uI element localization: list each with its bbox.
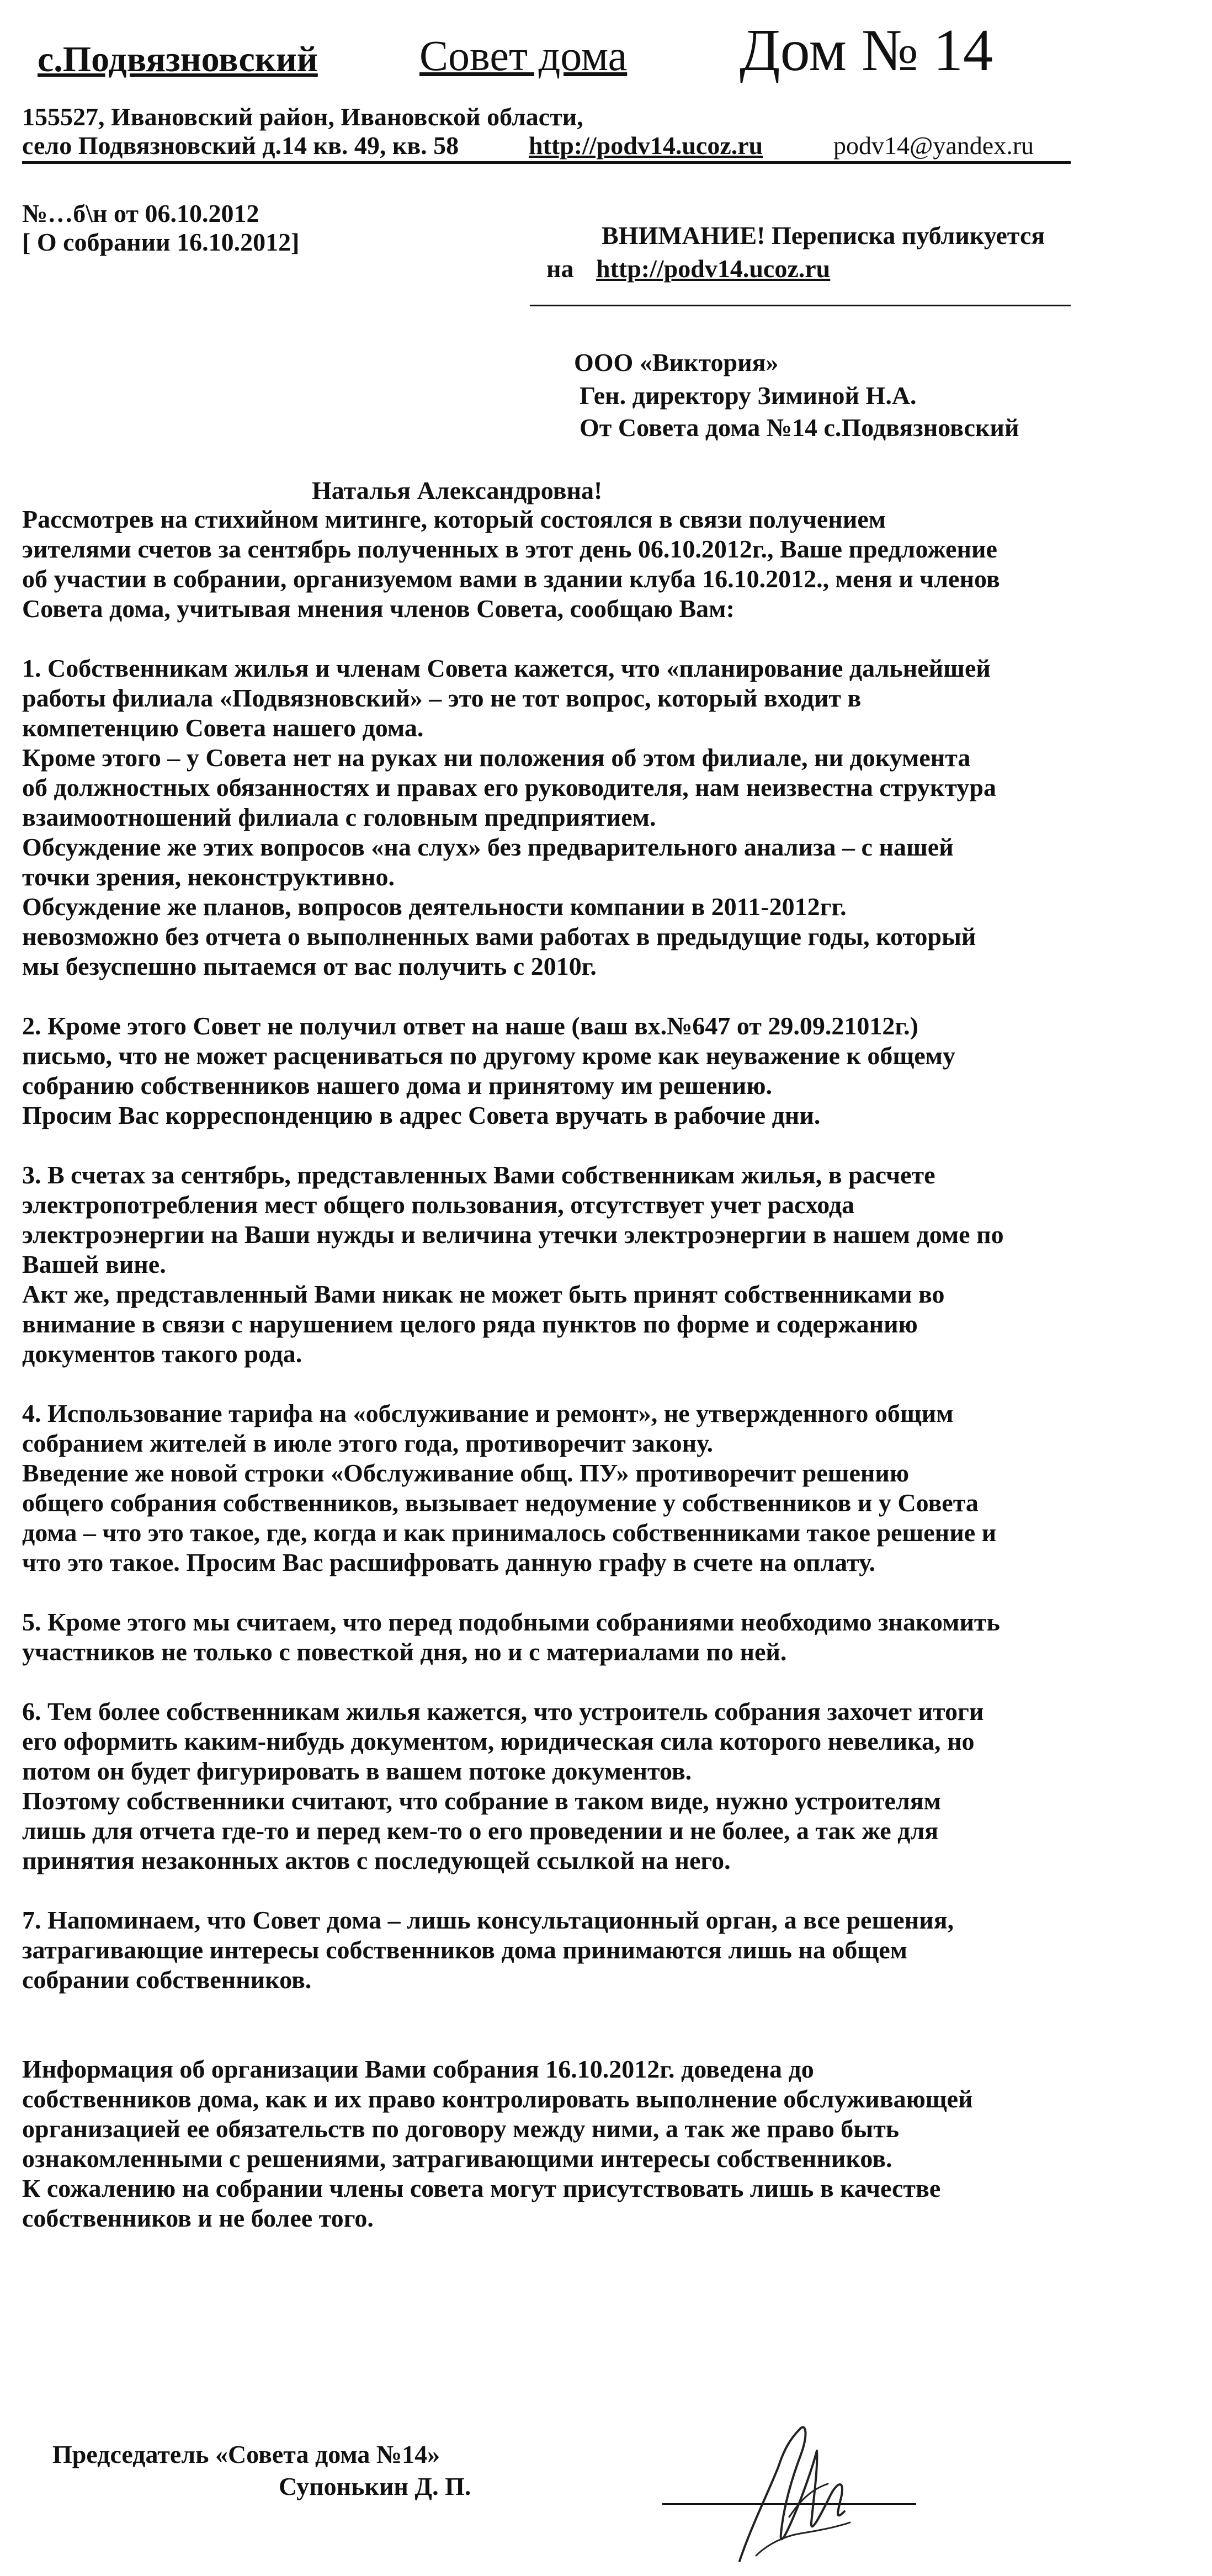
notice-line-1: ВНИМАНИЕ! Переписка публикуется bbox=[602, 221, 1045, 249]
paragraph-6: 6. Тем более собственникам жилья кажется, что устроитель собрания захочет итоги его оформить каким-нибудь документом, юридическая сила которого невелика, но потом он будет фигурировать в вашем потоке документов. Поэтому собственники считают, что собрание в таком виде, нужно устроителям лишь для отчета где-то и перед кем-то о его проведении и не более, а так же для принятия незаконных актов с последующей ссылкой на него. bbox=[22, 1697, 984, 1874]
paragraph-1: 1. Собственникам жилья и членам Совета кажется, что «планирование дальнейшей работы филиала «Подвязновский» – это не тот вопрос, который входит в компетенцию Совета нашего дома. Кроме этого – у Совета нет на руках ни положения об этом филиале, ни документа об должностных обязанностях и правах его руководителя, нам неизвестна структура взаимоотношений филиала с головным предприятием. Обсуждение же этих вопросов «на слух» без предварительного анализа – с нашей точки зрения, неконструктивно. Обсуждение же планов, вопросов деятельности компании в 2011-2012гг. невозможно без отчета о выполненных вами работах в предыдущие годы, который мы безуспешно пытаемся от вас получить с 2010г. bbox=[22, 654, 997, 980]
salutation: Наталья Александровна! bbox=[312, 476, 603, 504]
address-line-2: село Подвязновский д.14 кв. 49, кв. 58 bbox=[22, 131, 459, 160]
site-link[interactable]: http://podv14.ucoz.ru bbox=[529, 131, 763, 160]
addressee-line-2: Ген. директору Зиминой Н.А. bbox=[580, 381, 917, 410]
house-number: Дом № 14 bbox=[740, 18, 993, 83]
handwritten-signature-icon bbox=[717, 2418, 894, 2567]
addressee-line-3: От Совета дома №14 с.Подвязновский bbox=[580, 413, 1019, 442]
signature-title: Председатель «Совета дома №14» bbox=[52, 2440, 440, 2468]
letter-body bbox=[22, 504, 1181, 2233]
email: podv14@yandex.ru bbox=[833, 131, 1034, 160]
notice-line-2-prefix: на bbox=[546, 254, 574, 283]
notice-divider bbox=[530, 305, 1071, 306]
ref-number: №…б\н от 06.10.2012 bbox=[22, 199, 259, 227]
signature-name: Супонькин Д. П. bbox=[279, 2472, 471, 2500]
paragraph-3: 3. В счетах за сентябрь, представленных Вами собственникам жилья, в расчете электропотребления мест общего пользования, отсутствует учет расхода электроэнергии на Ваши нужды и величина утечки электроэнергии в нашем доме по Вашей вине. Акт же, представленный Вами никак не может быть принят собственниками во внимание в связи с нарушением целого ряда пунктов по форме и содержанию документов такого рода. bbox=[22, 1161, 1004, 1368]
paragraph-closing: Информация об организации Вами собрания 16.10.2012г. доведена до собственников дома, как и их право контролировать выполнение обслуживающей организацией ее обязательств по договору между ними, а так же право быть ознакомленными с решениями, затрагивающими интересы собственников. К сожалению на собрании члены совета могут присутствовать лишь в качестве собственников и не более того. bbox=[22, 2055, 973, 2232]
paragraph-intro: Рассмотрев на стихийном митинге, который состоялся в связи получением эителями счетов за сентябрь полученных в этот день 06.10.2012г., Ваше предложение об участии в собрании, организуемом вами в здании клуба 16.10.2012., меня и членов Совета дома, учитывая мнения членов Совета, сообщаю Вам: bbox=[22, 505, 1000, 623]
header-divider bbox=[22, 161, 1071, 164]
notice-link[interactable]: http://podv14.ucoz.ru bbox=[596, 254, 831, 283]
paragraph-5: 5. Кроме этого мы считаем, что перед подобными собраниями необходимо знакомить участников не только с повесткой дня, но и с материалами по ней. bbox=[22, 1608, 1000, 1666]
paragraph-4: 4. Использование тарифа на «обслуживание и ремонт», не утвержденного общим собранием жителей в июле этого года, противоречит закону. Введение же новой строки «Обслуживание общ. ПУ» противоречит решению общего собрания собственников, вызывает недоумение у собственников и у Совета дома – что это такое, где, когда и как принималось собственниками такое решение и что это такое. Просим Вас расшифровать данную графу в счете на оплату. bbox=[22, 1399, 997, 1576]
paragraph-2: 2. Кроме этого Совет не получил ответ на наше (ваш вх.№647 от 29.09.21012г.) письмо, что не может расцениваться по другому кроме как неуважение к общему собранию собственников нашего дома и принятому им решению. Просим Вас корреспонденцию в адрес Совета вручать в рабочие дни. bbox=[22, 1012, 955, 1129]
council-title: Совет дома bbox=[419, 31, 628, 79]
address-line-1: 155527, Ивановский район, Ивановской области, bbox=[22, 103, 583, 131]
village-name: с.Подвязновский bbox=[38, 39, 318, 79]
paragraph-7: 7. Напоминаем, что Совет дома – лишь консультационный орган, а все решения, затрагивающие интересы собственников дома принимаются лишь на общем собрании собственников. bbox=[22, 1906, 954, 1994]
ref-subject: [ О собрании 16.10.2012] bbox=[22, 228, 300, 256]
addressee-line-1: ООО «Виктория» bbox=[574, 348, 779, 376]
